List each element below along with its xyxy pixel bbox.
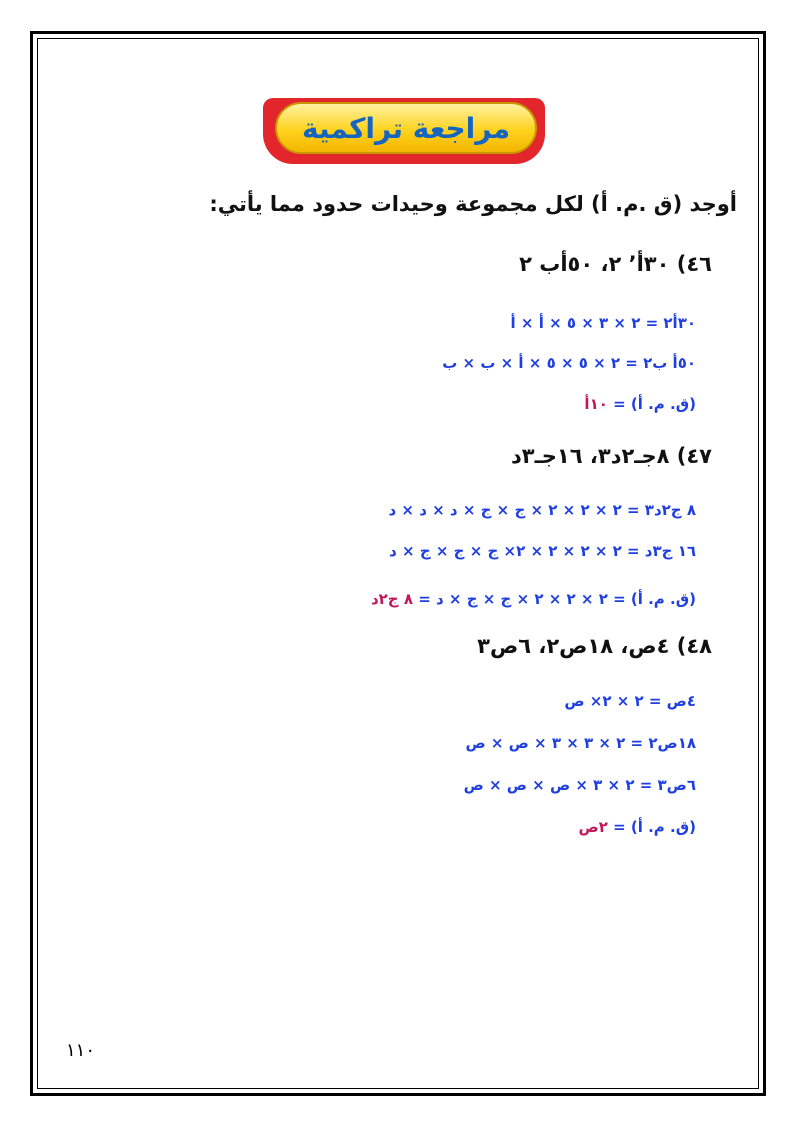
step-text: ٤ص = ٢ × ٢× ص bbox=[564, 692, 696, 710]
gcf-result: ٢ص bbox=[578, 818, 608, 836]
step-text: ٥٠أ ب٢ = ٢ × ٥ × ٥ × أ × ب × ب bbox=[442, 354, 696, 372]
problem-48-step-2 bbox=[465, 734, 696, 752]
problem-46-step-2 bbox=[442, 354, 696, 372]
problem-47-step-2 bbox=[389, 542, 696, 560]
problem-46-label: ٤٦) ٣٠أ٬ ٢، ٥٠أب ٢ bbox=[519, 252, 712, 276]
step-text: ٣٠أ٢ = ٢ × ٣ × ٥ × أ × أ bbox=[510, 314, 696, 332]
instruction-text: أوجد (ق .م. أ) لكل مجموعة وحيدات حدود مما يأتي: bbox=[209, 192, 737, 216]
problem-47-gcf bbox=[371, 590, 696, 608]
problem-47-label: ٤٧) ٨جـ٢د٣، ١٦جـ٣د bbox=[511, 444, 712, 468]
gcf-result: ١٠أ bbox=[584, 395, 608, 413]
problem-46-step-1 bbox=[511, 314, 696, 332]
title-banner bbox=[259, 90, 549, 175]
step-text: ١٦ ج٣د = ٢ × ٢ × ٢ × ٢× ج × ج × ج × د bbox=[389, 542, 696, 560]
problem-48-label: ٤٨) ٤ص، ١٨ص٢، ٦ص٣ bbox=[477, 634, 712, 658]
step-text: ٨ ج٢د٣ = ٢ × ٢ × ٢ × ج × ج × د × د × د bbox=[388, 501, 696, 519]
problem-48-step-1 bbox=[564, 692, 696, 710]
step-text: ١٨ص٢ = ٢ × ٣ × ٣ × ص × ص bbox=[465, 734, 696, 752]
problem-46-gcf bbox=[584, 395, 696, 413]
step-text: ٦ص٣ = ٢ × ٣ × ص × ص × ص bbox=[463, 776, 696, 794]
problem-47-step-1 bbox=[388, 501, 696, 519]
step-text: (ق. م. أ) = bbox=[607, 818, 696, 836]
page-title: مراجعة تراكمية bbox=[301, 111, 511, 145]
step-text: (ق. م. أ) = ٢ × ٢ × ٢ × ج × ج × د = bbox=[413, 590, 696, 608]
gcf-result: ٨ ج٢د bbox=[370, 590, 413, 608]
step-text: (ق. م. أ) = bbox=[607, 395, 696, 413]
page-number: ١١٠ bbox=[66, 1040, 96, 1061]
problem-48-step-3 bbox=[464, 776, 696, 794]
problem-48-gcf bbox=[579, 818, 696, 836]
